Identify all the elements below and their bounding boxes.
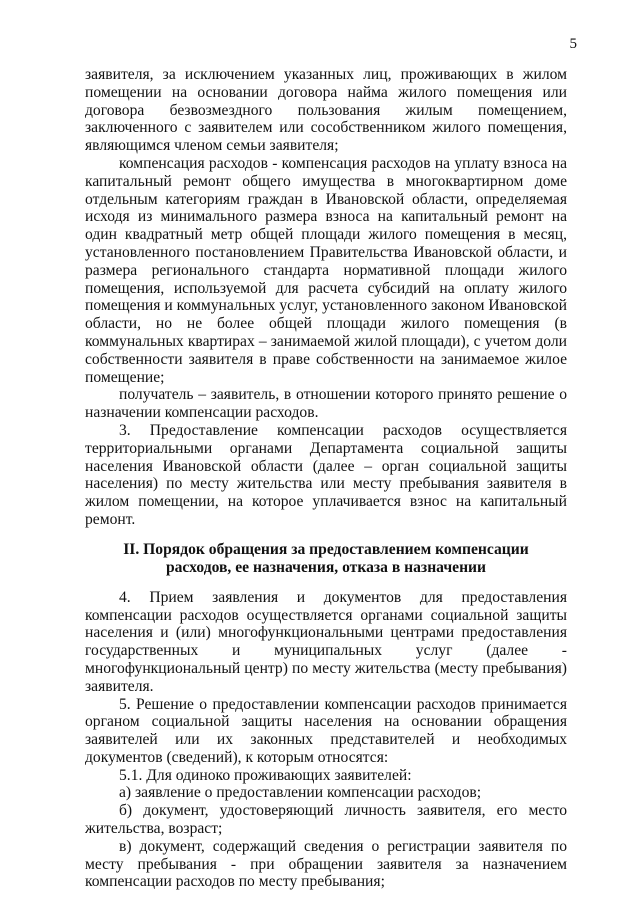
paragraph: 3. Предоставление компенсации расходов осуществляется территориальными органами Департамента социальной защиты населения Ивановской области (далее – орган социальной защиты населения) по месту жительства или месту пребывания заявителя в жилом помещении, на которое уплачивается взнос на капитальный ремонт. [85, 421, 567, 528]
paragraph: 5. Решение о предоставлении компенсации расходов принимается органом социальной защиты населения на основании обращения заявителей или их законных представителей и необходимых документов (сведений), к которым относятся: [85, 695, 567, 766]
section-heading [85, 541, 567, 577]
section-heading-line2: расходов, ее назначения, отказа в назначении [165, 558, 487, 576]
paragraph: заявителя, за исключением указанных лиц, проживающих в жилом помещении на основании договора найма жилого помещения или договора безвозмездного пользования жилым помещением, заключенного с заявителем или сособственником жилого помещения, являющимся членом семьи заявителя; [85, 66, 567, 155]
paragraph: а) заявление о предоставлении компенсации расходов; [119, 784, 482, 802]
paragraph: получатель – заявитель, в отношении которого принято решение о назначении компенсации расходов. [85, 386, 567, 422]
paragraph: б) документ, удостоверяющий личность заявителя, его место жительства, возраст; [85, 802, 567, 838]
document-body [85, 66, 567, 891]
paragraph: в) документ, содержащий сведения о регистрации заявителя по месту пребывания - при обращении заявителя за назначением компенсации расходов по месту пребывания; [85, 837, 567, 891]
paragraph: 4. Прием заявления и документов для предоставления компенсации расходов осуществляется органами социальной защиты населения и (или) многофункциональными центрами предоставления государственных и муниципальных услуг (далее - многофункциональный центр) по месту жительства (месту пребывания) заявителя. [85, 588, 567, 695]
paragraph: компенсация расходов - компенсация расходов на уплату взноса на капитальный ремонт общего имущества в многоквартирном доме отдельным категориям граждан в Ивановской области, определяемая исходя из минимального размера взноса на капитальный ремонт на один квадратный метр общей площади жилого помещения в месяц, установленного постановлением Правительства Ивановской области, и размера регионального стандарта нормативной площади жилого помещения, используемой для расчета субсидий на оплату жилого помещения и коммунальных услуг, установленного законом Ивановской области, но не более общей площади жилого помещения (в коммунальных квартирах – занимаемой жилой площади), с учетом доли собственности заявителя в праве собственности на занимаемое жилое помещение; [85, 154, 567, 386]
page-number: 5 [569, 36, 577, 52]
section-heading-line1: II. Порядок обращения за предоставлением компенсации [123, 540, 529, 558]
paragraph: 5.1. Для одиноко проживающих заявителей: [119, 766, 412, 784]
